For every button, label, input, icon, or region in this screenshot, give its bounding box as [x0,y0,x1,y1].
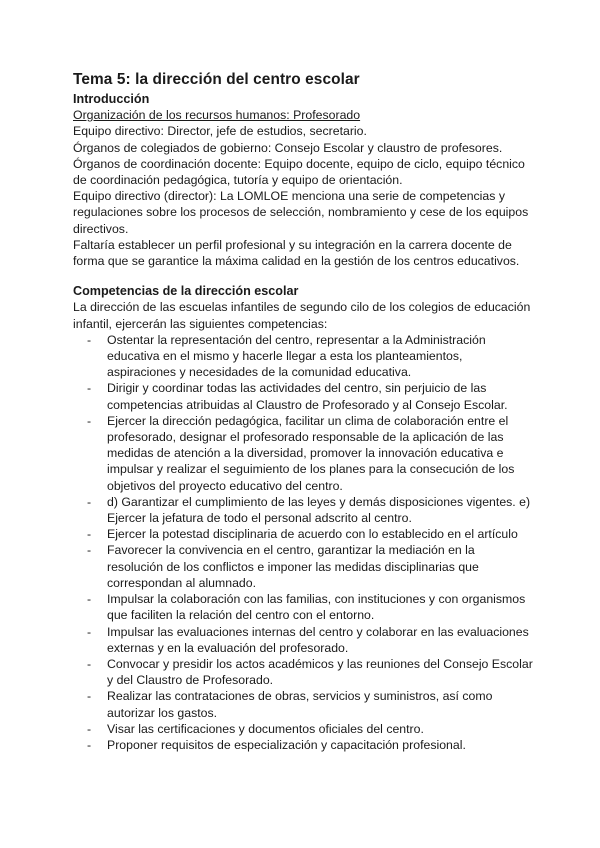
list-item-text: d) Garantizar el cumplimiento de las leyes y demás disposiciones vigentes. e) Ejercer la jefatura de todo el personal adscrito al centro. [107,494,531,526]
list-item [73,380,533,412]
bullet-dash: - [87,689,92,704]
list-item-text: Proponer requisitos de especialización y capacitación profesional. [107,737,466,752]
list-item [73,413,533,494]
bullet-dash: - [87,656,92,671]
intro-line: Órganos de colegiados de gobierno: Consejo Escolar y claustro de profesores. [73,140,503,155]
bullet-dash: - [87,332,92,347]
list-item-text: Ostentar la representación del centro, representar a la Administración educativa en el mismo y hacerle llegar a esta los planteamientos, aspiraciones y necesidades de la comunidad educativa. [107,332,486,380]
section-heading-competencias: Competencias de la dirección escolar [73,284,299,299]
bullet-dash: - [87,543,92,558]
bullet-dash: - [87,527,92,542]
list-item-text: Ejercer la potestad disciplinaria de acuerdo con lo establecido en el artículo [107,527,518,542]
document-page [73,71,533,753]
list-item [73,332,533,381]
list-item [73,526,533,542]
list-item [73,656,533,688]
list-item [73,737,533,753]
list-item-text: Convocar y presidir los actos académicos y las reuniones del Consejo Escolar y del Claustro de Profesorado. [107,656,533,688]
intro-line: Equipo directivo: Director, jefe de estudios, secretario. [73,124,367,139]
bullet-dash: - [87,721,92,736]
list-item-text: Visar las certificaciones y documentos oficiales del centro. [107,721,424,736]
intro-line: Órganos de coordinación docente: Equipo docente, equipo de ciclo, equipo técnico de coordinación pedagógica, tutoría y equipo de orientación. [73,156,525,188]
list-item [73,624,533,656]
list-item [73,591,533,623]
list-item-text: Impulsar la colaboración con las familias, con instituciones y con organismos que faciliten la relación del centro con el entorno. [107,592,526,623]
section-subheading-recursos-humanos: Organización de los recursos humanos: Profesorado [73,108,361,123]
list-item-text: Dirigir y coordinar todas las actividades del centro, sin perjuicio de las competencias atribuidas al Claustro de Profesorado y al Consejo Escolar. [107,381,508,412]
list-item [73,494,533,526]
page-title: Tema 5: la dirección del centro escolar [73,71,360,88]
bullet-dash: - [87,494,92,509]
bullet-dash: - [87,413,92,428]
list-item [73,721,533,737]
intro-line: Equipo directivo (director): La LOMLOE menciona una serie de competencias y regulaciones sobre los procesos de selección, nombramiento y cese de los equipos directivos. [73,189,529,236]
competencias-list [73,332,533,753]
section-spacer [73,269,533,283]
list-item [73,688,533,720]
list-item-text: Impulsar las evaluaciones internas del centro y colaborar en las evaluaciones externas y en la evaluación del profesorado. [107,624,529,655]
list-item-text: Ejercer la dirección pedagógica, facilitar un clima de colaboración entre el profesorado, designar el profesorado responsable de la aplicación de las medidas de atención a la diversidad, promover la innovación educativa e impulsar y realizar el seguimiento de los planes para la consecución de los objetivos del proyecto educativo del centro. [107,413,515,493]
bullet-dash: - [87,381,92,396]
intro-line: Faltaría establecer un perfil profesional y su integración en la carrera docente de forma que se garantice la máxima calidad en la gestión de los centros educativos. [73,237,520,269]
list-item-text: Realizar las contrataciones de obras, servicios y suministros, así como autorizar los gastos. [107,689,493,720]
list-item-text: Favorecer la convivencia en el centro, garantizar la mediación en la resolución de los conflictos e imponer las medidas disciplinarias que correspondan al alumnado. [107,543,479,590]
intro-paragraphs [73,123,533,269]
list-item [73,542,533,591]
competencias-intro: La dirección de las escuelas infantiles de segundo cilo de los colegios de educación infantil, ejercerán las siguientes competencias: [73,300,531,331]
bullet-dash: - [87,737,92,752]
section-heading-introduccion: Introducción [73,92,150,106]
bullet-dash: - [87,624,92,639]
bullet-dash: - [87,592,92,607]
